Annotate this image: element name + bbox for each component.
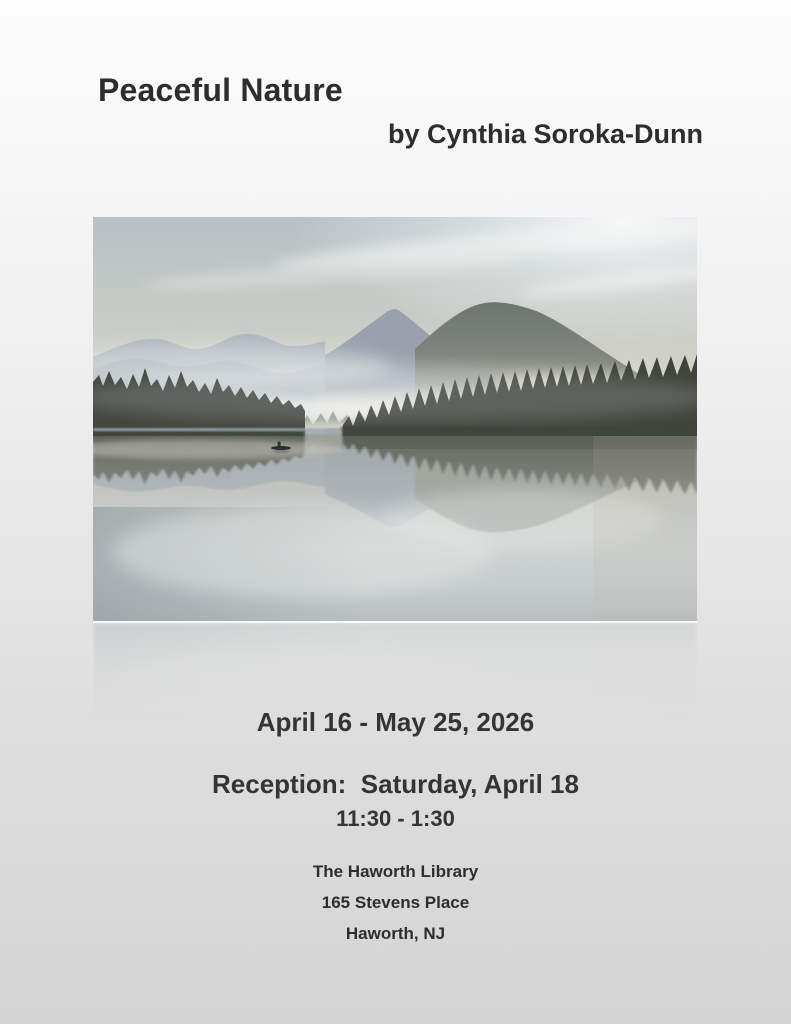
warm-water-right [593, 436, 697, 621]
venue-name: The Haworth Library [312, 862, 479, 881]
treeline-haze [93, 371, 697, 423]
venue-city: Haworth, NJ [345, 924, 446, 943]
venue-street: 165 Stevens Place [321, 893, 470, 912]
lake-photo [93, 217, 697, 621]
exhibit-dates: April 16 - May 25, 2026 [256, 707, 535, 737]
reception-time: 11:30 - 1:30 [336, 806, 455, 831]
reception-line: Reception: Saturday, April 18 [212, 769, 579, 799]
lake-photo-svg [93, 217, 697, 621]
exhibit-title: Peaceful Nature [98, 72, 343, 108]
exhibit-byline: by Cynthia Soroka-Dunn [388, 119, 704, 149]
